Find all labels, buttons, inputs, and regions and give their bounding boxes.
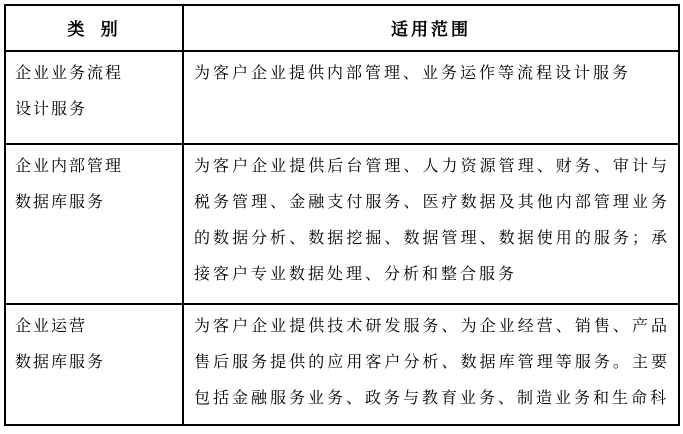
category-line: 设计服务 bbox=[15, 101, 88, 118]
scope-cell bbox=[183, 304, 679, 425]
table-row bbox=[5, 144, 679, 304]
category-line: 企业运营 bbox=[15, 318, 88, 335]
category-cell bbox=[5, 51, 183, 144]
header-scope: 适用范围 bbox=[183, 5, 679, 51]
category-line: 数据库服务 bbox=[15, 194, 106, 211]
header-category: 类 别 bbox=[5, 5, 183, 51]
table-row bbox=[5, 51, 679, 144]
scope-cell bbox=[183, 144, 679, 304]
scope-text: 为客户企业提供技术研发服务、为企业经营、销售、产品售后服务提供的应用客户分析、数据库管理等服务。主要包括金融服务业务、政务与教育业务、制造业务和生命科 bbox=[194, 318, 670, 407]
category-cell bbox=[5, 304, 183, 425]
scope-text: 为客户企业提供后台管理、人力资源管理、财务、审计与税务管理、金融支付服务、医疗数据及其他内部管理业务的数据分析、数据挖掘、数据管理、数据使用的服务；承接客户专业数据处理、分析和整合服务 bbox=[194, 158, 670, 283]
category-line: 企业业务流程 bbox=[15, 65, 124, 82]
category-cell bbox=[5, 144, 183, 304]
scope-cell bbox=[183, 51, 679, 144]
table-header-row bbox=[5, 5, 679, 51]
table-row bbox=[5, 304, 679, 425]
category-line: 数据库服务 bbox=[15, 354, 106, 371]
category-line: 企业内部管理 bbox=[15, 158, 124, 175]
service-category-table bbox=[4, 4, 680, 426]
scope-text: 为客户企业提供内部管理、业务运作等流程设计服务 bbox=[194, 65, 632, 82]
